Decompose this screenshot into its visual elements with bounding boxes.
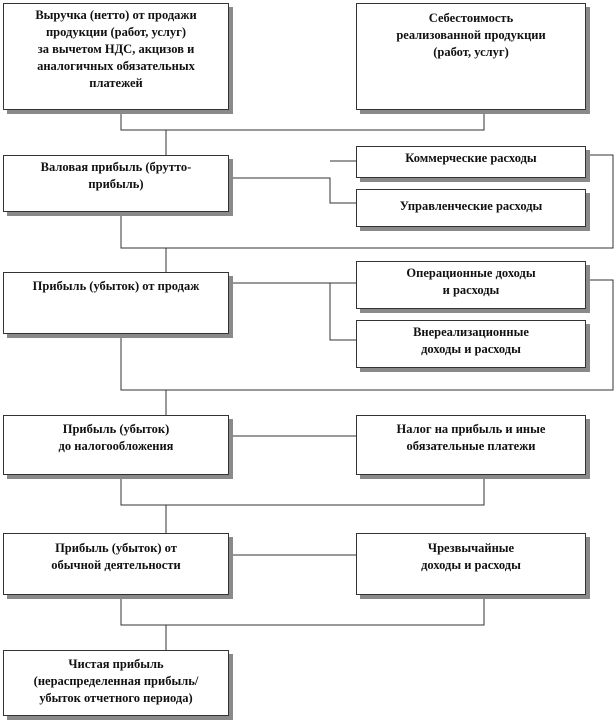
ordinary-activity-profit-box: Прибыль (убыток) от обычной деятельности [3,533,229,595]
net-profit-box: Чистая прибыль (нераспределенная прибыль/ убыток отчетного периода) [3,650,229,716]
income-tax-box: Налог на прибыль и иные обязательные платежи [356,415,586,475]
operating-income-expenses-box: Операционные доходы и расходы [356,261,586,309]
pretax-profit-box: Прибыль (убыток) до налогообложения [3,415,229,475]
commercial-expenses-box: Коммерческие расходы [356,146,586,178]
administrative-expenses-box: Управленческие расходы [356,189,586,227]
revenue-box: Выручка (нетто) от продажи продукции (работ, услуг) за вычетом НДС, акцизов и аналогичных обязательных платежей [3,3,229,110]
connector-tax-return [121,475,484,505]
gross-profit-box: Валовая прибыль (брутто- прибыль) [3,155,229,212]
connector-gross-to-expenses [229,178,356,203]
connector-extraordinary-return [121,595,484,625]
extraordinary-income-expenses-box: Чрезвычайные доходы и расходы [356,533,586,595]
connector-sales-to-other [229,283,356,340]
sales-profit-box: Прибыль (убыток) от продаж [3,272,229,334]
cost-of-sales-box: Себестоимость реализованной продукции (работ, услуг) [356,3,586,110]
connector-revenue-cost-merge [121,110,484,130]
non-operating-income-expenses-box: Внереализационные доходы и расходы [356,320,586,368]
